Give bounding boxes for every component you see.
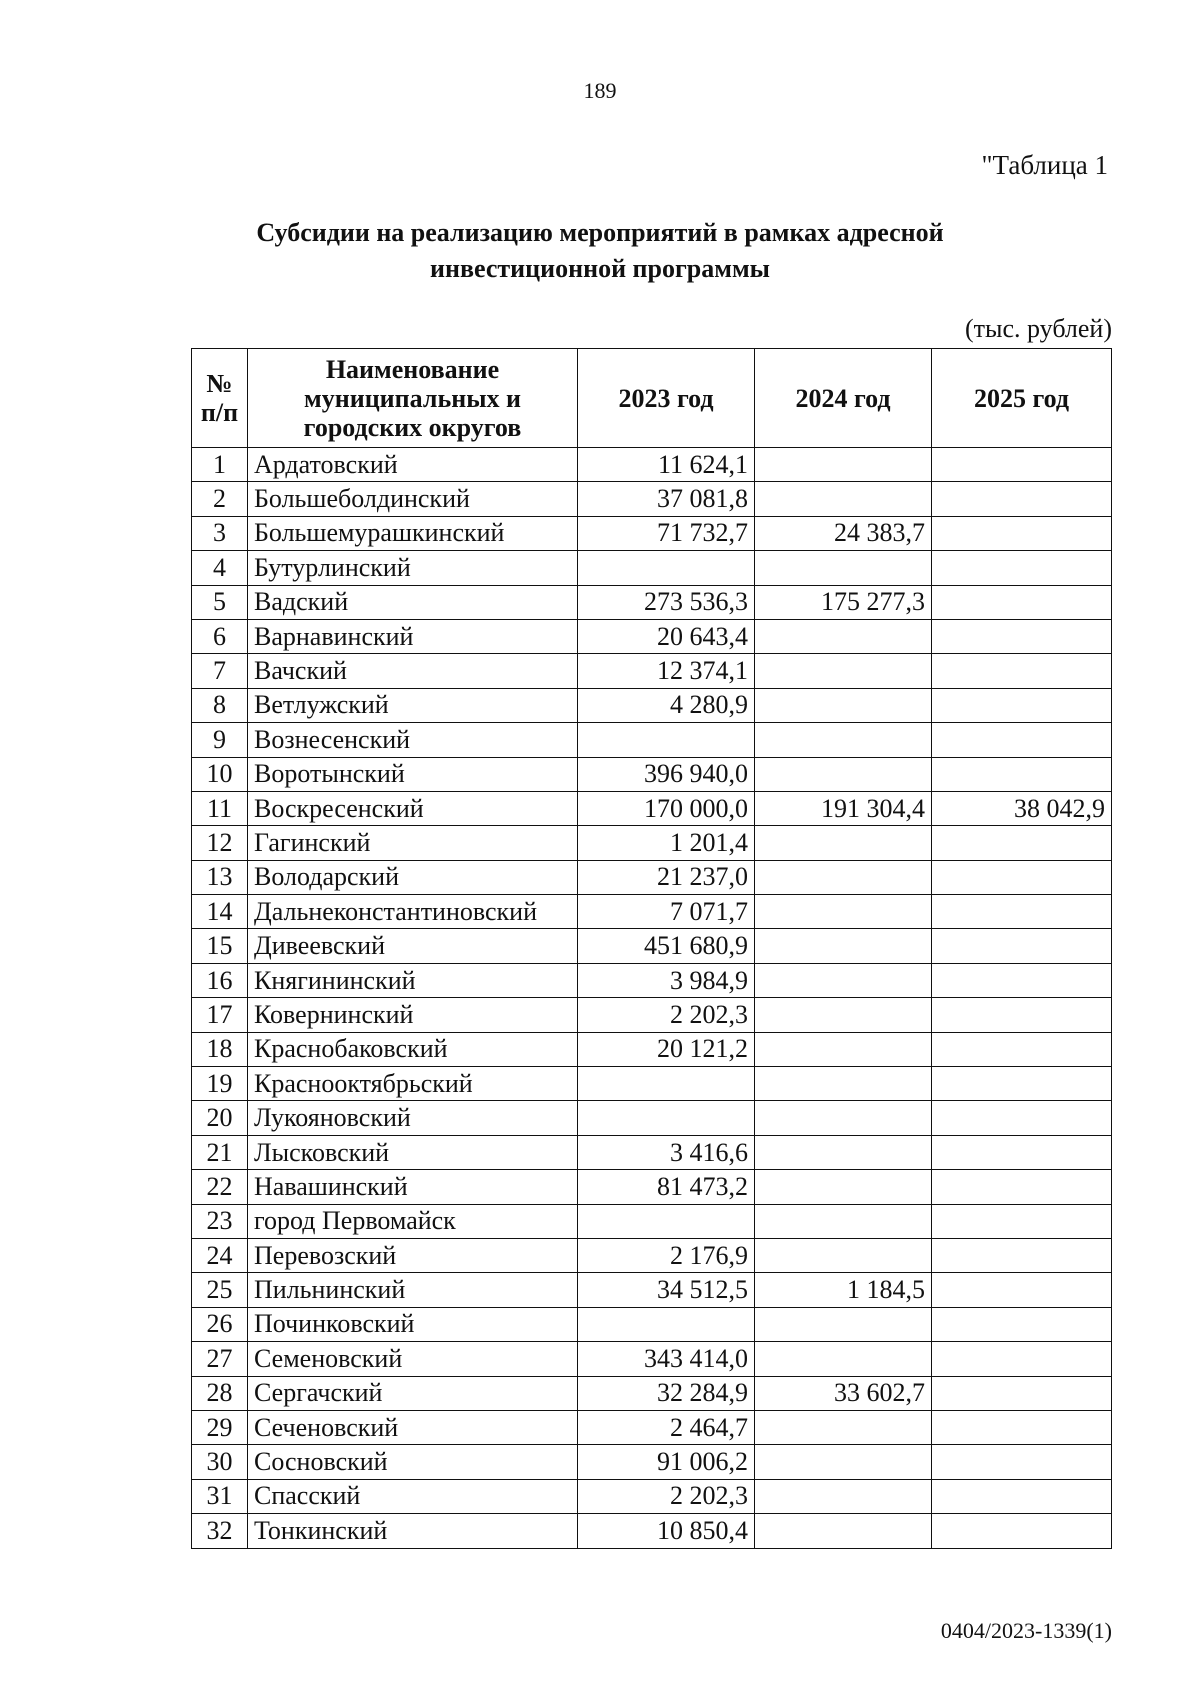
title-line-1: Субсидии на реализацию мероприятий в рамках адресной: [256, 218, 944, 247]
value-2023: 396 940,0: [578, 757, 755, 791]
municipality-name: Ковернинский: [248, 998, 578, 1032]
value-2025: [932, 619, 1112, 653]
municipality-name: Вадский: [248, 585, 578, 619]
table-row: [192, 1445, 1112, 1479]
value-2023: 4 280,9: [578, 688, 755, 722]
value-2023: 273 536,3: [578, 585, 755, 619]
value-2024: [755, 1101, 932, 1135]
value-2024: [755, 1032, 932, 1066]
value-2023: [578, 723, 755, 757]
municipality-name: Краснооктябрьский: [248, 1067, 578, 1101]
value-2024: [755, 482, 932, 516]
table-row: [192, 1273, 1112, 1307]
document-code: 0404/2023-1339(1): [940, 1618, 1112, 1643]
row-number: 5: [192, 585, 248, 619]
value-2024: [755, 895, 932, 929]
municipality-name: Вачский: [248, 654, 578, 688]
value-2024: [755, 551, 932, 585]
value-2023: 20 121,2: [578, 1032, 755, 1066]
value-2024: 175 277,3: [755, 585, 932, 619]
row-number: 10: [192, 757, 248, 791]
units-label: (тыс. рублей): [964, 314, 1112, 343]
value-2024: [755, 1410, 932, 1444]
row-number: 23: [192, 1204, 248, 1238]
header-name: Наименование муниципальных и городских округов: [248, 349, 578, 448]
municipality-name: Семеновский: [248, 1342, 578, 1376]
page-title: [0, 215, 1200, 287]
municipality-name: Воскресенский: [248, 791, 578, 825]
table-row: [192, 826, 1112, 860]
row-number: 18: [192, 1032, 248, 1066]
row-number: 11: [192, 791, 248, 825]
municipality-name: Сеченовский: [248, 1410, 578, 1444]
value-2023: 3 984,9: [578, 963, 755, 997]
row-number: 20: [192, 1101, 248, 1135]
table-row: [192, 1135, 1112, 1169]
municipality-name: Сергачский: [248, 1376, 578, 1410]
municipality-name: Гагинский: [248, 826, 578, 860]
table-row: [192, 1376, 1112, 1410]
municipality-name: Сосновский: [248, 1445, 578, 1479]
value-2025: 38 042,9: [932, 791, 1112, 825]
value-2024: [755, 826, 932, 860]
title-line-2: инвестиционной программы: [430, 254, 770, 283]
row-number: 9: [192, 723, 248, 757]
municipality-name: Вознесенский: [248, 723, 578, 757]
table-row: [192, 1342, 1112, 1376]
table-row: [192, 895, 1112, 929]
value-2023: [578, 1307, 755, 1341]
value-2025: [932, 860, 1112, 894]
value-2023: 1 201,4: [578, 826, 755, 860]
value-2025: [932, 1032, 1112, 1066]
row-number: 26: [192, 1307, 248, 1341]
table-row: [192, 585, 1112, 619]
value-2023: 21 237,0: [578, 860, 755, 894]
value-2024: [755, 860, 932, 894]
municipality-name: Навашинский: [248, 1170, 578, 1204]
value-2023: 20 643,4: [578, 619, 755, 653]
header-2023: 2023 год: [578, 349, 755, 448]
table-body: [192, 448, 1112, 1549]
value-2024: [755, 1238, 932, 1272]
municipality-name: город Первомайск: [248, 1204, 578, 1238]
value-2025: [932, 1307, 1112, 1341]
value-2024: [755, 654, 932, 688]
header-2024: 2024 год: [755, 349, 932, 448]
value-2025: [932, 654, 1112, 688]
page-number: 189: [583, 78, 617, 103]
table-row: [192, 1514, 1112, 1548]
value-2023: [578, 551, 755, 585]
row-number: 2: [192, 482, 248, 516]
value-2023: 37 081,8: [578, 482, 755, 516]
value-2024: [755, 1514, 932, 1548]
value-2024: [755, 619, 932, 653]
value-2025: [932, 1376, 1112, 1410]
value-2025: [932, 929, 1112, 963]
municipality-name: Починковский: [248, 1307, 578, 1341]
municipality-name: Воротынский: [248, 757, 578, 791]
subsidies-table: [191, 348, 1112, 1549]
value-2025: [932, 688, 1112, 722]
table-row: [192, 1204, 1112, 1238]
value-2025: [932, 895, 1112, 929]
municipality-name: Перевозский: [248, 1238, 578, 1272]
value-2025: [932, 551, 1112, 585]
table-row: [192, 1307, 1112, 1341]
value-2023: [578, 1204, 755, 1238]
row-number: 3: [192, 516, 248, 550]
value-2025: [932, 963, 1112, 997]
value-2025: [932, 1204, 1112, 1238]
value-2023: 170 000,0: [578, 791, 755, 825]
value-2024: [755, 1135, 932, 1169]
municipality-name: Ветлужский: [248, 688, 578, 722]
value-2024: 191 304,4: [755, 791, 932, 825]
table-row: [192, 723, 1112, 757]
row-number: 30: [192, 1445, 248, 1479]
value-2023: 3 416,6: [578, 1135, 755, 1169]
value-2025: [932, 826, 1112, 860]
value-2024: 1 184,5: [755, 1273, 932, 1307]
row-number: 32: [192, 1514, 248, 1548]
value-2024: [755, 1445, 932, 1479]
table-row: [192, 619, 1112, 653]
table-row: [192, 688, 1112, 722]
value-2024: [755, 448, 932, 482]
municipality-name: Краснобаковский: [248, 1032, 578, 1066]
municipality-name: Дивеевский: [248, 929, 578, 963]
table-row: [192, 757, 1112, 791]
value-2023: 7 071,7: [578, 895, 755, 929]
row-number: 31: [192, 1479, 248, 1513]
value-2023: 451 680,9: [578, 929, 755, 963]
municipality-name: Володарский: [248, 860, 578, 894]
row-number: 8: [192, 688, 248, 722]
row-number: 21: [192, 1135, 248, 1169]
table-row: [192, 448, 1112, 482]
value-2023: 12 374,1: [578, 654, 755, 688]
value-2024: 24 383,7: [755, 516, 932, 550]
value-2023: [578, 1067, 755, 1101]
table-row: [192, 516, 1112, 550]
value-2024: [755, 1204, 932, 1238]
table-row: [192, 1032, 1112, 1066]
row-number: 17: [192, 998, 248, 1032]
table-label: "Таблица 1: [981, 150, 1108, 180]
table-row: [192, 1479, 1112, 1513]
value-2023: 2 464,7: [578, 1410, 755, 1444]
value-2023: 71 732,7: [578, 516, 755, 550]
municipality-name: Бутурлинский: [248, 551, 578, 585]
value-2025: [932, 1238, 1112, 1272]
municipality-name: Большемурашкинский: [248, 516, 578, 550]
value-2024: [755, 1170, 932, 1204]
row-number: 15: [192, 929, 248, 963]
table-row: [192, 1067, 1112, 1101]
row-number: 25: [192, 1273, 248, 1307]
value-2023: 2 202,3: [578, 998, 755, 1032]
value-2023: 11 624,1: [578, 448, 755, 482]
value-2025: [932, 585, 1112, 619]
table-row: [192, 1101, 1112, 1135]
row-number: 13: [192, 860, 248, 894]
value-2025: [932, 516, 1112, 550]
row-number: 24: [192, 1238, 248, 1272]
value-2025: [932, 482, 1112, 516]
table-row: [192, 551, 1112, 585]
table-row: [192, 1410, 1112, 1444]
table-row: [192, 654, 1112, 688]
municipality-name: Спасский: [248, 1479, 578, 1513]
header-num: № п/п: [192, 349, 248, 448]
municipality-name: Большеболдинский: [248, 482, 578, 516]
table-row: [192, 1238, 1112, 1272]
row-number: 28: [192, 1376, 248, 1410]
municipality-name: Ардатовский: [248, 448, 578, 482]
value-2025: [932, 1101, 1112, 1135]
value-2024: [755, 688, 932, 722]
value-2024: [755, 998, 932, 1032]
value-2024: [755, 1342, 932, 1376]
row-number: 7: [192, 654, 248, 688]
header-2025: 2025 год: [932, 349, 1112, 448]
municipality-name: Дальнеконстантиновский: [248, 895, 578, 929]
value-2023: 32 284,9: [578, 1376, 755, 1410]
value-2024: [755, 1067, 932, 1101]
value-2025: [932, 1514, 1112, 1548]
value-2024: [755, 757, 932, 791]
value-2023: [578, 1101, 755, 1135]
value-2024: [755, 963, 932, 997]
value-2023: 81 473,2: [578, 1170, 755, 1204]
value-2025: [932, 1410, 1112, 1444]
row-number: 14: [192, 895, 248, 929]
municipality-name: Лысковский: [248, 1135, 578, 1169]
value-2025: [932, 723, 1112, 757]
value-2024: [755, 1479, 932, 1513]
value-2023: 2 176,9: [578, 1238, 755, 1272]
value-2025: [932, 998, 1112, 1032]
value-2023: 10 850,4: [578, 1514, 755, 1548]
value-2025: [932, 1273, 1112, 1307]
row-number: 1: [192, 448, 248, 482]
row-number: 12: [192, 826, 248, 860]
row-number: 22: [192, 1170, 248, 1204]
value-2025: [932, 1479, 1112, 1513]
table-row: [192, 482, 1112, 516]
table-row: [192, 998, 1112, 1032]
value-2025: [932, 1170, 1112, 1204]
value-2023: 91 006,2: [578, 1445, 755, 1479]
table-row: [192, 791, 1112, 825]
value-2023: 343 414,0: [578, 1342, 755, 1376]
value-2025: [932, 1445, 1112, 1479]
table-row: [192, 860, 1112, 894]
value-2025: [932, 1135, 1112, 1169]
value-2025: [932, 1342, 1112, 1376]
table-row: [192, 1170, 1112, 1204]
value-2025: [932, 448, 1112, 482]
row-number: 4: [192, 551, 248, 585]
row-number: 29: [192, 1410, 248, 1444]
table-header-row: [192, 349, 1112, 448]
row-number: 19: [192, 1067, 248, 1101]
row-number: 27: [192, 1342, 248, 1376]
value-2023: 2 202,3: [578, 1479, 755, 1513]
row-number: 6: [192, 619, 248, 653]
row-number: 16: [192, 963, 248, 997]
value-2024: 33 602,7: [755, 1376, 932, 1410]
value-2025: [932, 757, 1112, 791]
value-2023: 34 512,5: [578, 1273, 755, 1307]
municipality-name: Лукояновский: [248, 1101, 578, 1135]
municipality-name: Тонкинский: [248, 1514, 578, 1548]
value-2024: [755, 723, 932, 757]
table-row: [192, 963, 1112, 997]
value-2025: [932, 1067, 1112, 1101]
value-2024: [755, 929, 932, 963]
municipality-name: Варнавинский: [248, 619, 578, 653]
municipality-name: Пильнинский: [248, 1273, 578, 1307]
municipality-name: Княгининский: [248, 963, 578, 997]
value-2024: [755, 1307, 932, 1341]
table-row: [192, 929, 1112, 963]
